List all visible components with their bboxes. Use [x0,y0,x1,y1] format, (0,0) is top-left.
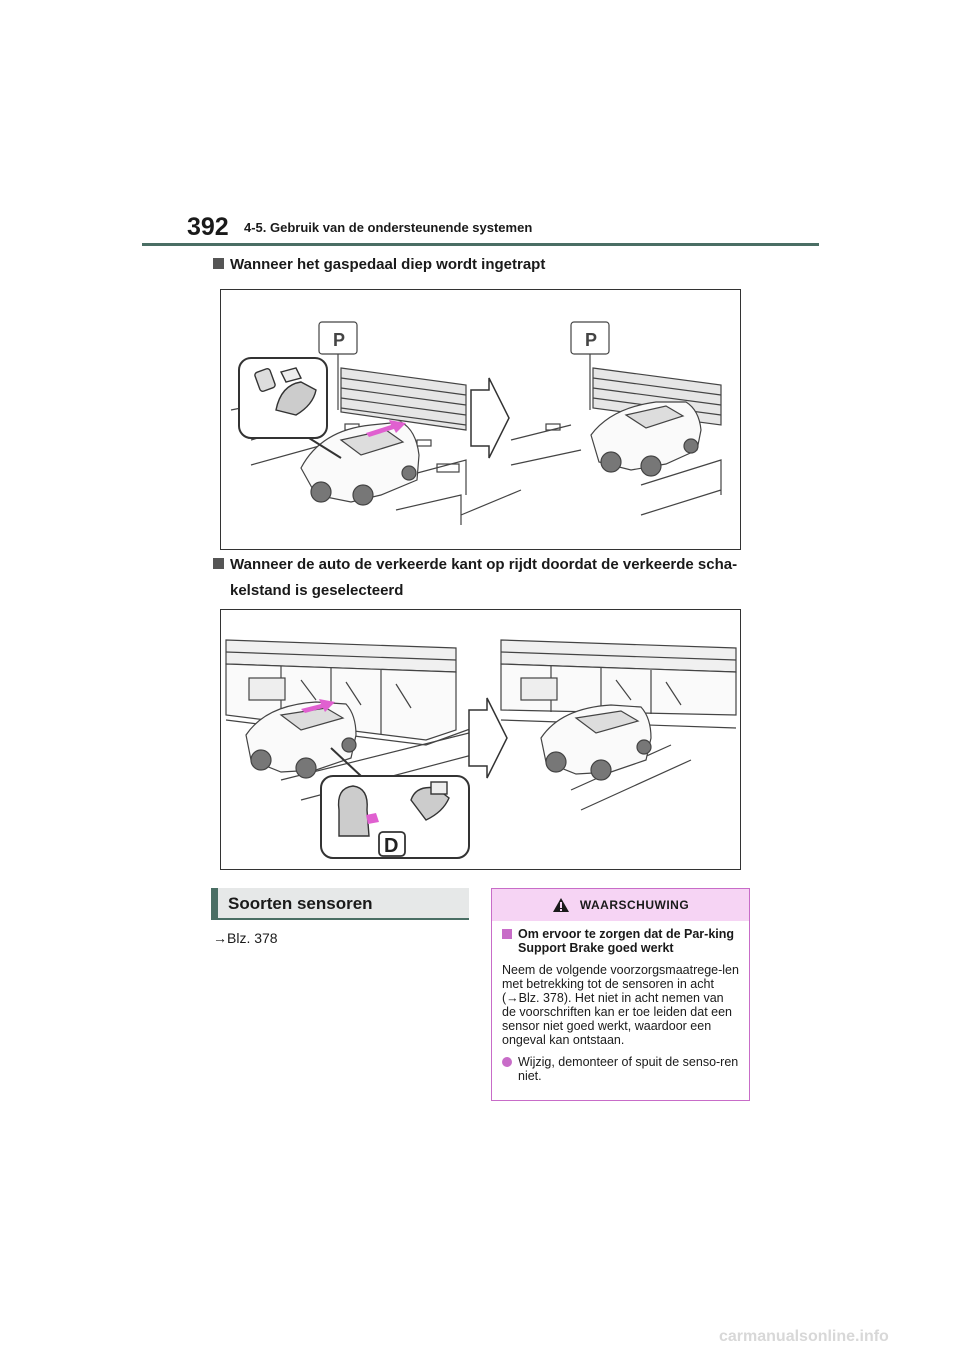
warning-subheading: Om ervoor te zorgen dat de Par-king Support Brake goed werkt [502,927,739,955]
square-bullet-icon [502,929,512,939]
sensor-types-heading: Soorten sensoren [211,888,469,920]
illustration-wrong-gear [220,609,741,870]
section-title: 4-5. Gebruik van de ondersteunende systemen [244,220,533,235]
bullet-dot-icon [502,1057,512,1067]
header-divider [142,243,819,246]
warning-header [492,889,749,921]
warning-title: WAARSCHUWING [579,898,690,912]
page-number: 392 [187,213,229,241]
warning-bullet: Wijzig, demonteer of spuit de senso-ren niet. [502,1055,739,1083]
gear-indicator-d: D [384,835,399,857]
square-bullet-icon [213,258,224,269]
warning-box [491,888,750,1101]
subheading-wrong-gear: Wanneer de auto de verkeerde kant op rijdt doordat de verkeerde scha- kelstand is geselecteerd [213,552,737,604]
warning-paragraph: Neem de volgende voorzorgsmaatrege-len met betrekking tot de sensoren in acht (→Blz. 378). Het niet in acht nemen van de voorschriften kan er toe leiden dat een sensor niet goed werkt, waardoor een ongeval kan ontstaan. [502,963,739,1047]
transition-arrow-icon [471,378,509,458]
illustration-gas-pedal [220,289,741,550]
subheading-gas-pedal: Wanneer het gaspedaal diep wordt ingetrapt [213,252,545,278]
square-bullet-icon [213,558,224,569]
warning-triangle-icon [552,897,570,913]
page-reference-link[interactable]: →Blz. 378 [213,930,278,946]
footer-watermark: carmanualsonline.info [719,1328,889,1345]
parking-sign-right: P [585,330,598,350]
parking-sign-left: P [333,330,346,350]
